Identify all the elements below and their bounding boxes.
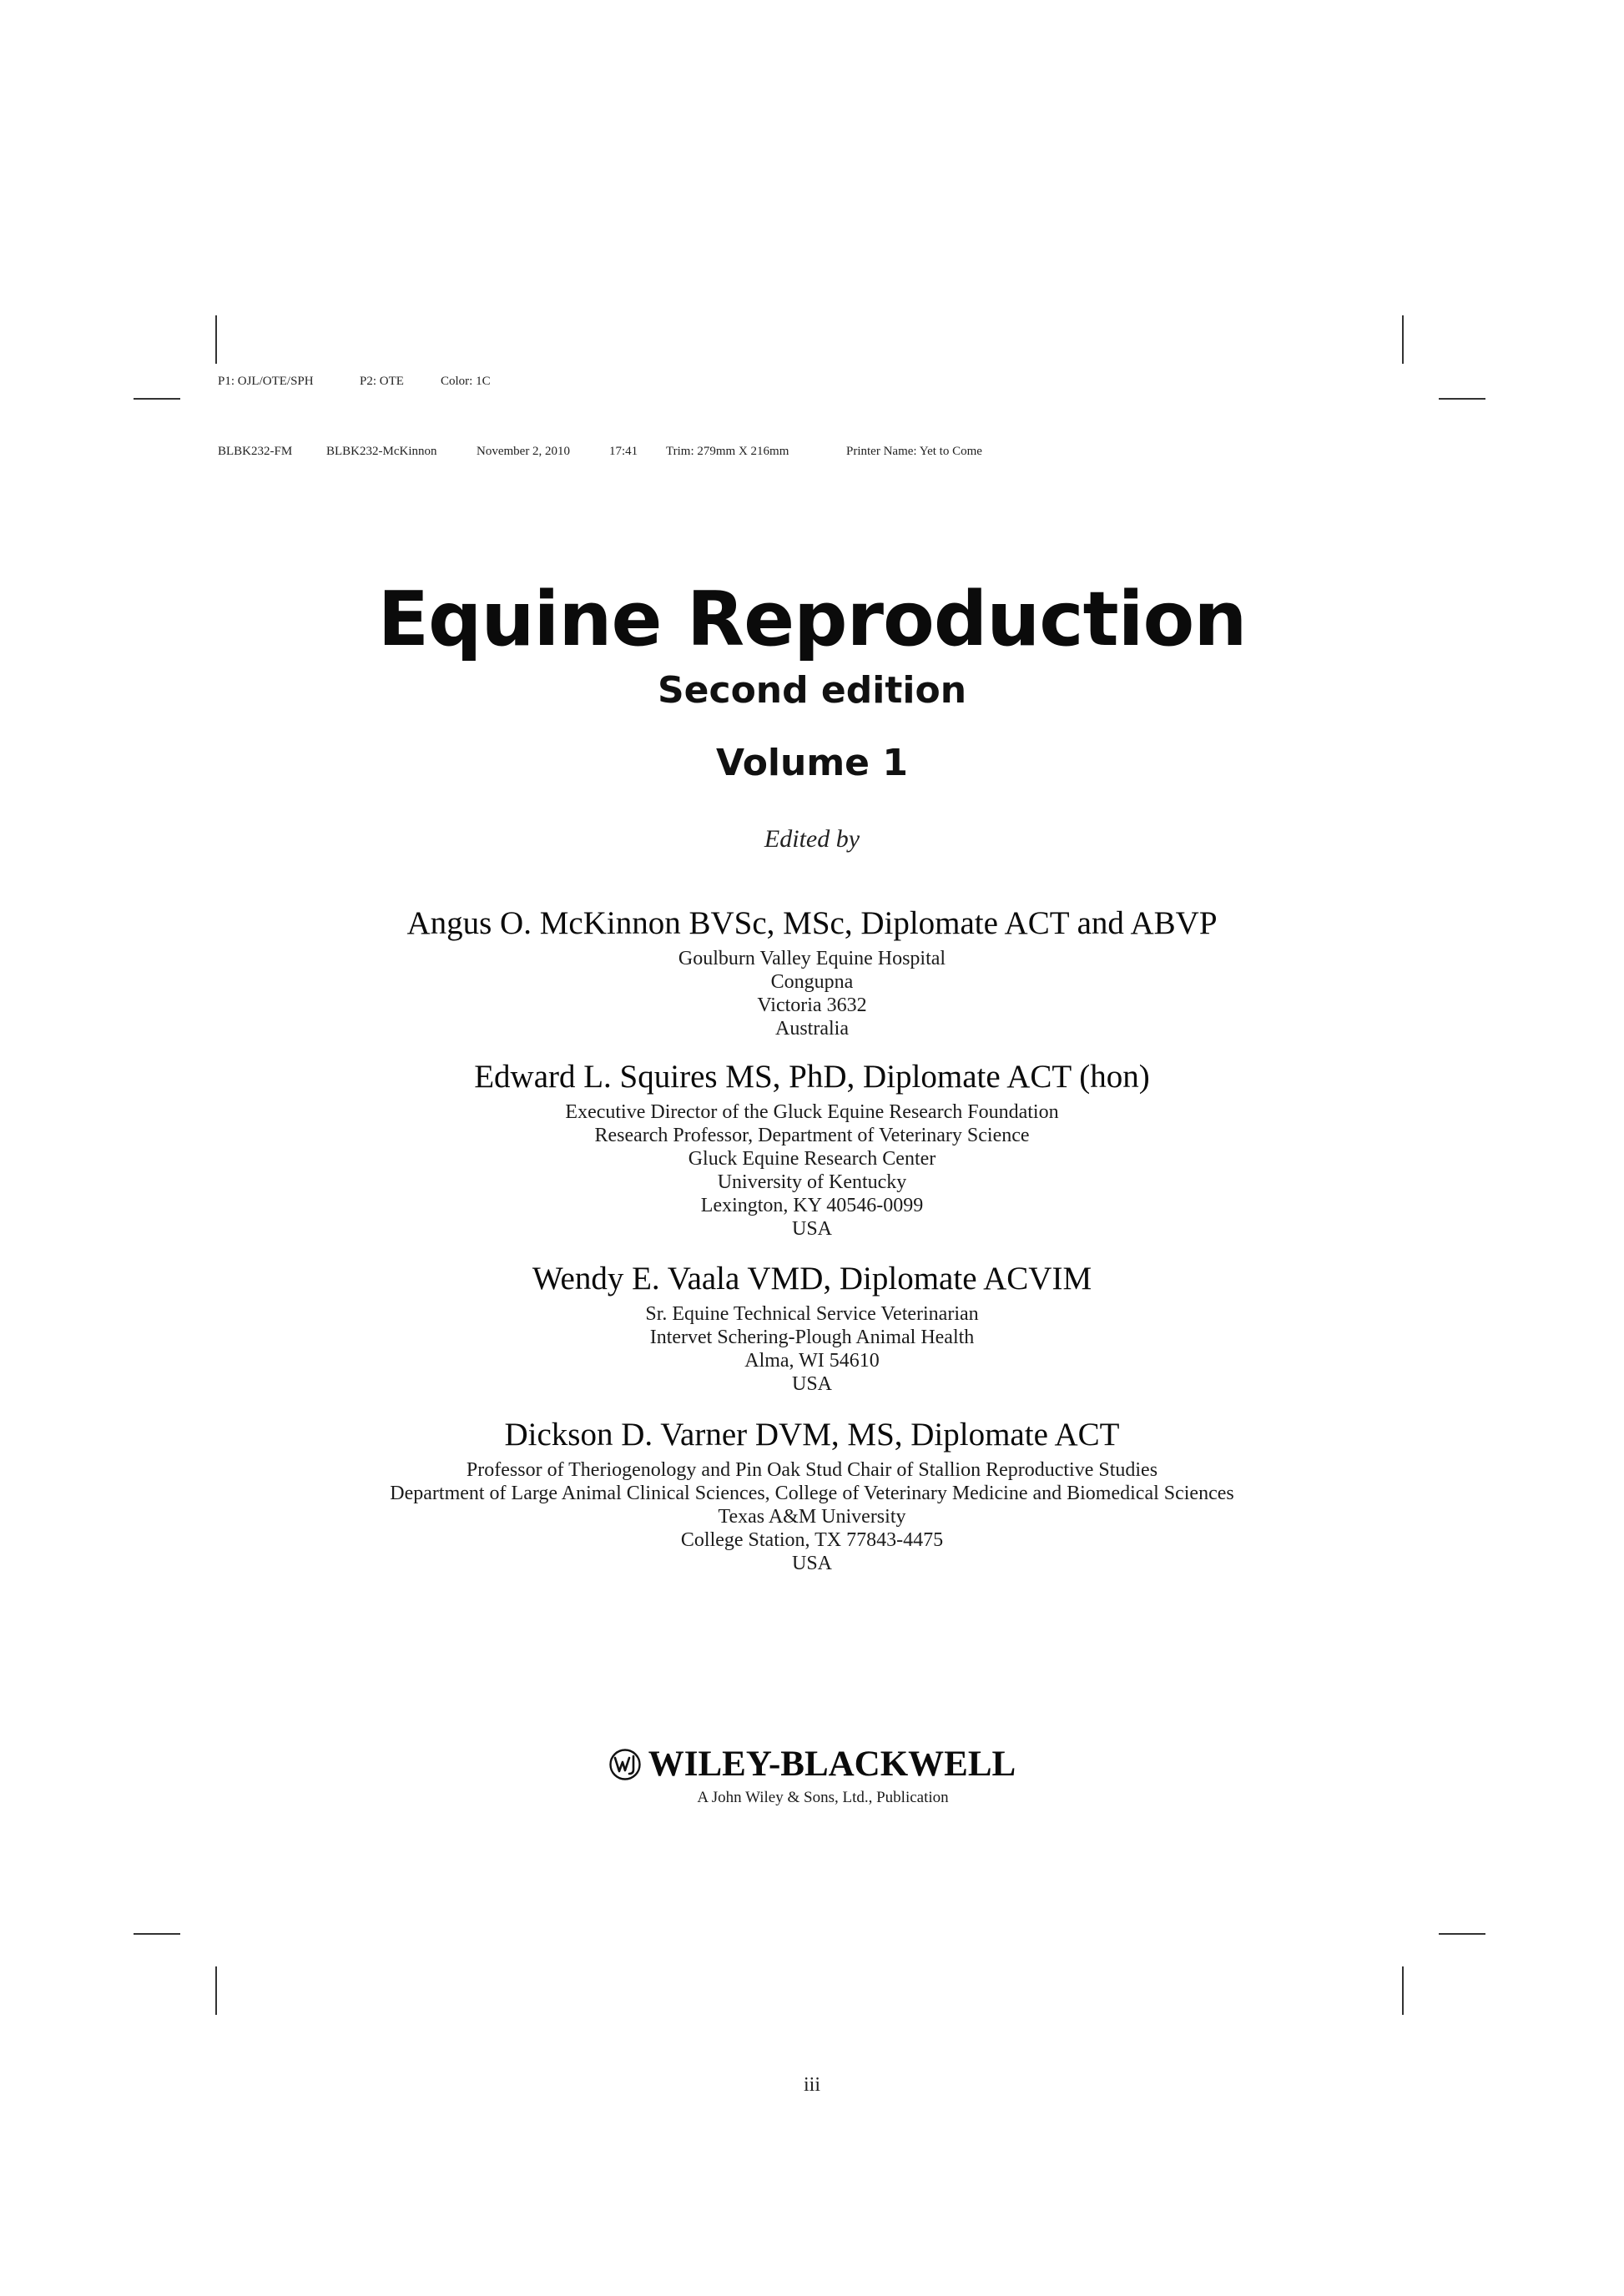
affiliation-line: Research Professor, Department of Veterinary Science bbox=[594, 1125, 1030, 1146]
affiliation-line: Department of Large Animal Clinical Sciences, College of Veterinary Medicine and Biomedical Sciences bbox=[390, 1483, 1234, 1504]
slug-field: P1: OJL/OTE/SPH bbox=[218, 375, 314, 388]
affiliation-line: Intervet Schering-Plough Animal Health bbox=[649, 1327, 975, 1348]
affiliation-line: Gluck Equine Research Center bbox=[688, 1148, 936, 1170]
printer-slug bbox=[218, 323, 982, 486]
page-number: iii bbox=[803, 2074, 820, 2096]
affiliation-line: Lexington, KY 40546-0099 bbox=[700, 1195, 924, 1216]
affiliation-line: Alma, WI 54610 bbox=[744, 1350, 880, 1372]
crop-mark-top-left-horizontal bbox=[134, 398, 180, 400]
affiliation-line: University of Kentucky bbox=[717, 1171, 907, 1193]
editor-block bbox=[0, 903, 1624, 1040]
slug-field: Color: 1C bbox=[441, 375, 491, 388]
affiliation-line: USA bbox=[791, 1218, 832, 1240]
volume-label: Volume 1 bbox=[716, 742, 908, 784]
slug-line-2 bbox=[218, 440, 982, 463]
affiliation-line: Texas A&M University bbox=[718, 1506, 906, 1528]
edition-label: Second edition bbox=[657, 669, 967, 712]
editor-block bbox=[0, 1414, 1624, 1575]
crop-mark-top-right-vertical bbox=[1402, 315, 1404, 364]
slug-field: Printer Name: Yet to Come bbox=[846, 445, 982, 458]
publisher-logo bbox=[608, 1744, 1016, 1785]
affiliation-line: Professor of Theriogenology and Pin Oak Stud Chair of Stallion Reproductive Studies bbox=[466, 1459, 1158, 1481]
slug-field: BLBK232-FM bbox=[218, 445, 293, 458]
publisher-name: WILEY-BLACKWELL bbox=[648, 1745, 1016, 1784]
publisher-block bbox=[0, 1744, 1624, 1809]
slug-line-1 bbox=[218, 370, 982, 393]
crop-mark-bottom-left-vertical bbox=[215, 1966, 217, 2015]
editor-name: Edward L. Squires MS, PhD, Diplomate ACT (hon) bbox=[474, 1059, 1150, 1095]
book-title: Equine Reproduction bbox=[377, 576, 1247, 663]
publisher-subtitle: A John Wiley & Sons, Ltd., Publication bbox=[697, 1789, 949, 1806]
crop-mark-top-right-horizontal bbox=[1439, 398, 1485, 400]
slug-field: 17:41 bbox=[609, 445, 638, 458]
editor-name: Wendy E. Vaala VMD, Diplomate ACVIM bbox=[532, 1261, 1092, 1297]
affiliation-line: USA bbox=[791, 1553, 832, 1574]
editor-block bbox=[0, 1056, 1624, 1241]
editor-name: Angus O. McKinnon BVSc, MSc, Diplomate ACT and ABVP bbox=[406, 905, 1218, 941]
affiliation-line: Goulburn Valley Equine Hospital bbox=[678, 948, 946, 969]
affiliation-line: Sr. Equine Technical Service Veterinarian bbox=[645, 1303, 979, 1325]
slug-field: Trim: 279mm X 216mm bbox=[666, 445, 789, 458]
affiliation-line: Victoria 3632 bbox=[757, 994, 867, 1016]
affiliation-line: Australia bbox=[775, 1018, 849, 1040]
slug-field: November 2, 2010 bbox=[477, 445, 571, 458]
crop-mark-bottom-left-horizontal bbox=[134, 1933, 180, 1935]
affiliation-line: Executive Director of the Gluck Equine Research Foundation bbox=[565, 1101, 1059, 1123]
slug-field: P2: OTE bbox=[360, 375, 404, 388]
slug-field: BLBK232-McKinnon bbox=[326, 445, 437, 458]
wiley-wj-monogram-icon bbox=[608, 1748, 642, 1781]
affiliation-line: USA bbox=[791, 1373, 832, 1395]
crop-mark-bottom-right-horizontal bbox=[1439, 1933, 1485, 1935]
crop-mark-bottom-right-vertical bbox=[1402, 1966, 1404, 2015]
affiliation-line: College Station, TX 77843-4475 bbox=[680, 1529, 944, 1551]
crop-mark-top-left-vertical bbox=[215, 315, 217, 364]
edited-by-label: Edited by bbox=[764, 825, 860, 853]
editor-name: Dickson D. Varner DVM, MS, Diplomate ACT bbox=[504, 1417, 1120, 1453]
editor-block bbox=[0, 1258, 1624, 1396]
affiliation-line: Congupna bbox=[770, 971, 854, 993]
